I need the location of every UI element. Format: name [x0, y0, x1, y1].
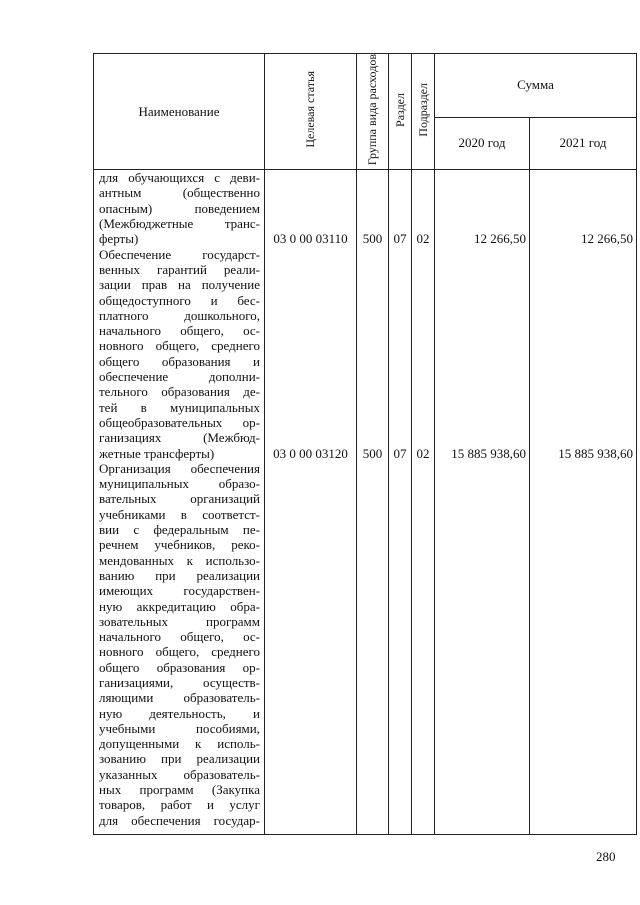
- row-1-group: 500: [362, 231, 383, 247]
- name-line: платного дошкольного,: [99, 307, 260, 323]
- header-name: Наименование: [94, 54, 265, 170]
- name-line: обеспечение дополни-: [99, 369, 260, 385]
- name-line: учебниками в соответст-: [99, 506, 260, 522]
- row-1-target: 03 0 00 03110: [273, 231, 348, 247]
- name-line: для обеспечения государ-: [99, 812, 260, 828]
- row-1-subsection: 02: [416, 231, 430, 247]
- name-line: жетные трансферты): [99, 445, 215, 461]
- header-subsection: Подраздел: [412, 54, 435, 170]
- name-line: имеющих государствен-: [99, 583, 260, 599]
- target-article-column: [265, 170, 357, 835]
- page-number: 280: [596, 849, 616, 864]
- name-line: общего образования ор-: [99, 659, 260, 675]
- name-line: новного общего, среднего: [99, 338, 260, 354]
- name-line: общедоступного и бес-: [99, 292, 260, 308]
- name-line: ганизациях (Межбюд-: [99, 430, 260, 446]
- budget-table: [93, 53, 637, 835]
- row-2-group: 500: [362, 445, 383, 461]
- name-line: вии с федеральным пе-: [99, 522, 260, 538]
- header-expense-group: Группа вида расходов: [357, 54, 389, 170]
- name-line: Организация обеспечения: [99, 460, 260, 476]
- row-2-target: 03 0 00 03120: [273, 445, 348, 461]
- name-line: (Межбюджетные транс-: [99, 216, 260, 232]
- name-line: учебными пособиями,: [99, 720, 260, 736]
- name-line: новного общего, среднего: [99, 644, 260, 660]
- name-line: начального общего, ос-: [99, 323, 260, 339]
- expense-group-column: [357, 170, 389, 835]
- name-column-text: [94, 170, 265, 835]
- name-line: мендованных к использо-: [99, 552, 260, 568]
- row-1-section: 07: [393, 231, 407, 247]
- name-line: венных гарантий реали-: [99, 261, 260, 277]
- subsection-column: [412, 170, 435, 835]
- name-line: для обучающихся с деви-: [99, 170, 260, 186]
- name-line: указанных образователь-: [99, 766, 260, 782]
- header-section: Раздел: [389, 54, 412, 170]
- row-2-section: 07: [393, 445, 407, 461]
- name-line: речнем учебников, реко-: [99, 537, 260, 553]
- name-line: тельного образования де-: [99, 384, 260, 400]
- row-2-sum2021: 15 885 938,60: [558, 445, 633, 461]
- row-1-sum2021: 12 266,50: [581, 231, 633, 247]
- header-year-2021: 2021 год: [530, 117, 637, 169]
- name-line: зованию при реализации: [99, 751, 260, 767]
- name-line: общего образования и: [99, 353, 260, 369]
- sum-2021-column: [530, 170, 637, 835]
- name-line: муниципальных образо-: [99, 476, 260, 492]
- name-line: допущенными к исполь-: [99, 736, 260, 752]
- row-2-subsection: 02: [416, 445, 430, 461]
- section-column: [389, 170, 412, 835]
- header-year-2020: 2020 год: [435, 117, 530, 169]
- name-line: Обеспечение государст-: [99, 246, 260, 262]
- row-2-sum2020: 15 885 938,60: [451, 445, 526, 461]
- name-line: ных программ (Закупка: [99, 782, 260, 798]
- name-line: товаров, работ и услуг: [99, 797, 260, 813]
- header-sum: Сумма: [435, 54, 637, 118]
- name-line: ную деятельность, и: [99, 705, 260, 721]
- name-line: антным (общественно: [99, 185, 260, 201]
- name-line: ванию при реализации: [99, 567, 260, 583]
- row-1-sum2020: 12 266,50: [474, 231, 526, 247]
- header-target-article: Целевая статья: [265, 54, 357, 170]
- name-line: ганизациями, осуществ-: [99, 674, 260, 690]
- name-line: общеобразовательных ор-: [99, 414, 260, 430]
- name-line: опасным) поведением: [99, 200, 260, 216]
- sum-2020-column: [435, 170, 530, 835]
- name-line: ную аккредитацию обра-: [99, 598, 260, 614]
- name-line: тей в муниципальных: [99, 399, 260, 415]
- name-line: ляющими образователь-: [99, 690, 260, 706]
- name-line: ферты): [99, 231, 139, 247]
- name-line: зовательных программ: [99, 613, 260, 629]
- name-line: начального общего, ос-: [99, 629, 260, 645]
- name-line: вательных организаций: [99, 491, 260, 507]
- name-line: зации прав на получение: [99, 277, 260, 293]
